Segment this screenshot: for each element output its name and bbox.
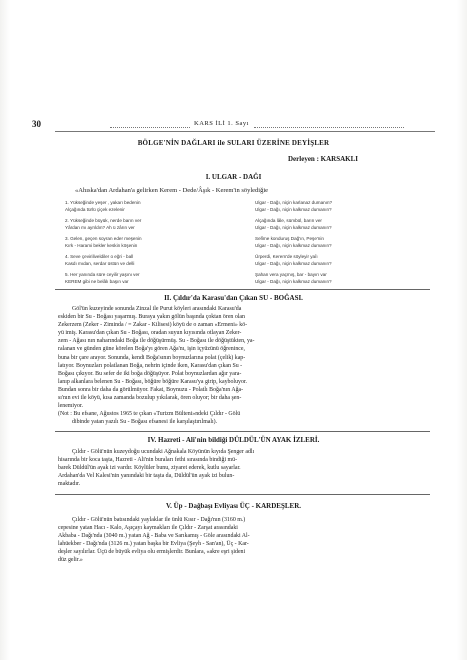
paragraph-line: düz gelir.»: [58, 557, 83, 564]
article-author: Derleyen : KARSAKLI: [288, 155, 358, 163]
paragraph-line: Göl'ün kuzeyinde sonunda Zinzal ile Purut köyleri arasındaki Karasu'da: [72, 306, 242, 312]
paragraph-line: Zekerzem (Zeker - Ziminda / = Zakar - Kilisesi) köyü de o zaman «Ermeni» kö-: [58, 322, 248, 329]
paragraph-line: sı'nın evi ile köyü, kısa zamanda bozulup yıkılarak, ören oluyor; bir daha şen-: [58, 395, 242, 402]
poem-line: Alçağında lâle, sümbül, barın ver: [255, 218, 322, 223]
paragraph-line: Çıldır - Gölü'nün kuzeydoğu ucundaki Ağnakala Köyünün kıyıda Şenger adlı: [72, 449, 255, 455]
poem-line: 5. Her yanında süre ceyilir yaşını ver: [65, 272, 140, 277]
paragraph-line: (Not : Bu efsane, Ağustos 1965 te çıkan «Turizm Bülteni»ndeki Çıldır - Gölü: [58, 411, 241, 418]
section-rule: [55, 289, 430, 290]
section-heading-duldul: IV. Hazreti - Ali'nin bildiği DÜLDÜL'ÜN AYAK İZLERİ.: [147, 436, 320, 444]
paragraph-line: latıyor. Boynuzları polatlanan Boğa, nehrin içinde iken, Karasu'dan çıkan Su -: [58, 362, 243, 369]
paragraph-uc-kardesler: [58, 516, 418, 565]
section-heading-su-bogasi: II. Çıldır'da Karasu'dan Çıkan SU - BOĞASI.: [164, 294, 303, 302]
paragraph-line: maktadır.: [58, 481, 81, 488]
poem-line: Ulgar - Dağı, niçin kalkmaz dumanın?: [255, 206, 332, 212]
poem-line: Ulgar - Dağı, niçin kalkmaz dumanın?: [255, 242, 332, 248]
paragraph-line: buna bir çare arayor. Sonunda, kendi Boğa'sının boynuzlarına polat (çelik) kap-: [58, 354, 246, 361]
poem-line: KEREM gibi ne belâlı başın var: [65, 278, 129, 284]
poem-line: Ulgar - Dağı, niçin karlanaz dumanın?: [255, 200, 333, 205]
paragraph-line: Bundan sonra bir daha da görülmüyor. Fakat, Boynuzu - Polatlı Boğa'nın Ağa-: [58, 386, 244, 393]
poem-line: Ulgar - Dağı, niçin kalkmaz dumanın?: [255, 224, 332, 230]
paragraph-line: lenemiyor.: [58, 403, 84, 410]
poem-line: Şahan vera yaçmış, bar - bayırı var: [255, 272, 327, 277]
paragraph-line: dibinde yatan yazılı Su - Boğası efsanesi ile karşılaştırılmalı).: [72, 419, 218, 426]
poem-line: Selîme konduruş Dağ'ın, Peşe'nin: [255, 236, 324, 241]
paragraph-line: hisarında bir koca taşta, Hazreti - Ali'nin buraları fethi sırasında bindiği mü-: [58, 457, 238, 464]
paragraph-line: Akbaba - Dağı'nda (3040 m.) yatan Ağ - Baba ve Sarıkamış - Göle arasındaki Al-: [58, 533, 250, 540]
paragraph-line: yü imiş. Karasu'dan çıkan Su - Boğası, oradan suyun kıyısında otlayan Zeker-: [58, 330, 242, 337]
section-intro: «Ahıska'dan Ardahan'a gelirken Kerem - Dede/Âşık - Kerem'in söylediğie: [75, 187, 269, 194]
section-heading-ulgar: I. ULGAR - DAĞI: [205, 173, 262, 181]
poem-line: Ürperdi, Kerem'de söyleyir yaîı: [255, 254, 318, 259]
paragraph-line: barek Düldül'ün ayak izi vardır. Köylüler bunu, ziyaret ederek, kutlu sayarlar.: [58, 465, 241, 472]
paragraph-su-bogasi: [58, 305, 418, 426]
poem-line: 3. Gelen, geçen soyran eder meşenin: [65, 236, 142, 241]
poem-line: 4. Seve çeviriliveldiler o eğri - ball: [65, 254, 134, 259]
page-number: 30: [32, 119, 41, 129]
paragraph-line: Ardahan'da Vel Kalesi'nin yanındaki bir taşta da, Düldül'ün ayak izi bulun-: [58, 473, 235, 480]
header-rule: [55, 131, 435, 132]
poem-line: 1. Yükseğinde yeşer , yakarı bedenin: [65, 200, 141, 205]
poem-line: Ulgar - Dağı, niçin kalkmaz dumanın?: [255, 260, 332, 266]
paragraph-line: Çıldır - Gölü'nün batısındaki yaylaklar ile ünlü Kısır - Dağı'nın (3160 m.): [72, 517, 246, 523]
paragraph-line: Boğası çıkıyor. Bu sefer de iki boğa döğüşüyor. Polat boynuzlardan ağır yara-: [58, 370, 242, 377]
poem-line: Kırk - Harami bekler keskin köşenin: [65, 242, 138, 248]
header-dotted-leader: [254, 121, 404, 128]
paragraph-duldul: [58, 448, 418, 488]
paragraph-line: cepesine yatan Hacı - Kalo, Aşıçayı kaymakları ile Çıldır - Zarşat arasındaki: [58, 525, 238, 532]
section-rule: [55, 431, 430, 432]
poem-line: Yârdan mı ayrıldın? Ah ü zârın ver: [65, 224, 135, 230]
section-heading-uc-kardesler: V. Üp - Dağbaşı Evliyası ÜÇ - KARDEŞLER.: [165, 502, 302, 510]
poem-line: Ulgar - Dağı, niçin kalkmaz dumanın?: [255, 278, 332, 284]
paragraph-line: zem - Ağası nın naharındaki Boğa ile döğüşürmüş. Su - Boğası ile döğüştükten, ya-: [58, 338, 255, 345]
poem-line: Alçağında türlü çiçek ezelenir: [65, 206, 125, 212]
poem-line: Kasdı mıdan, serdar üstün ve delli: [65, 260, 135, 266]
journal-name: KARS İLİ 1. Sayı: [194, 120, 249, 127]
article-title: BÖLGE'NİN DAĞLARI ile SULARI ÜZERİNE DEYİŞLER: [137, 139, 330, 147]
running-header: [22, 121, 445, 131]
paragraph-line: lanıp alkanlara belenen Su - Boğası, böğüre böğüre Karasu'ya girip, kayboluyor.: [58, 378, 248, 385]
paragraph-line: lahüekber - Dağı'nda (3126 m.) yatan başka bir Evliya (Şeyh - San'an), Üç - Kar-: [58, 541, 249, 548]
paragraph-line: deşler sayılırlar. Üçü de büyük evliya olu ermişlerdir. Bunlara, «akre eşri şideni: [58, 549, 246, 556]
paragraph-line: eskiden bir Su - Boğası yaşarmış. Buraya yakın gölün başında çoktan ören olan: [58, 314, 245, 321]
paragraph-line: ralanan ve günden güne körelen Boğa'yı gören Ağa'nı, işin içyüzünü öğrenince,: [58, 346, 245, 353]
header-dotted-leader: [110, 121, 190, 128]
section-rule: [55, 494, 430, 495]
poem-line: 2. Yükseğinde büyük, nerde barın ver: [65, 218, 142, 223]
